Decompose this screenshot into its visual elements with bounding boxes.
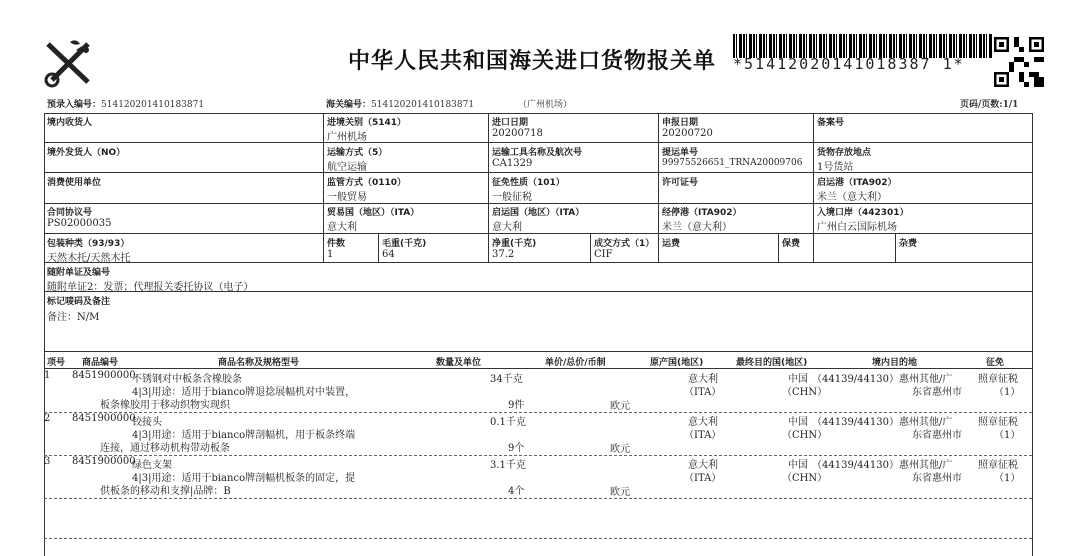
row-dest: （44139/44130）惠州其他/广 (812, 460, 953, 471)
license-label: 许可证号 (662, 178, 699, 188)
row-currency: 欧元 (610, 487, 630, 498)
declare-date-value: 20200720 (662, 128, 713, 139)
trade-country-label: 贸易国（地区）（ITA） (327, 208, 420, 218)
row-spec-cont: 供板条的移动和支撑|品牌：B (100, 486, 231, 497)
row-qty-unit: 9件 (508, 400, 525, 411)
entry-label: 入境口岸（442301） (817, 208, 909, 218)
tax-label: 征免性质（101） (492, 178, 565, 188)
package-label: 包装种类（93/93） (47, 239, 130, 249)
row-levy-code: （1） (994, 473, 1021, 484)
row-spec: 4|3|用途：适用于bianco牌剖幅机，用于板条终端 (132, 430, 356, 441)
row-no: 3 (44, 456, 51, 467)
row-currency: 欧元 (610, 401, 630, 412)
row-name: 绿色支架 (132, 460, 172, 471)
package-value: 天然木托/天然木托 (47, 253, 131, 264)
row-origin: 意大利 (688, 374, 718, 385)
col-price-header: 单价/总价/币制 (545, 358, 606, 368)
consignee-label: 境内收货人 (47, 118, 93, 128)
pieces-value: 1 (327, 249, 334, 260)
row-final: 中国 (788, 374, 808, 385)
entry-value: 广州白云国际机场 (817, 222, 897, 233)
port-note: （广州机场） (518, 100, 573, 110)
row-qty-unit: 9个 (508, 443, 525, 454)
supervision-value: 一般贸易 (327, 192, 367, 203)
origin-country-label: 启运国（地区）（ITA） (492, 208, 585, 218)
customs-emblem-icon (40, 36, 96, 88)
row-spec: 4|3|用途：适用于bianco牌剖幅机板条的固定，提 (132, 473, 356, 484)
vehicle-value: CA1329 (492, 158, 533, 169)
row-final: 中国 (788, 460, 808, 471)
vehicle-label: 运输工具名称及航次号 (492, 148, 583, 158)
docs-value: 随附单证2：发票；代理报关委托协议（电子） (47, 282, 254, 293)
row-levy: 照章征税 (978, 374, 1018, 385)
entry-port-value: 广州机场 (327, 132, 367, 143)
row-final-code: （CHN） (782, 387, 828, 398)
supervision-label: 监管方式（0110） (327, 178, 407, 188)
customs-no-label: 海关编号： (326, 100, 372, 110)
row-dest-cont: 东省惠州市 (912, 430, 962, 441)
declare-date-label: 申报日期 (662, 118, 699, 128)
marks-value: 备注：N/M (47, 312, 100, 323)
pieces-label: 件数 (327, 239, 346, 249)
col-no-header: 项号 (47, 358, 66, 368)
col-final-header: 最终目的国(地区) (736, 358, 808, 368)
row-name: 铰接头 (132, 417, 162, 428)
origin-country-value: 意大利 (492, 222, 522, 233)
row-currency: 欧元 (610, 444, 630, 455)
preentry-number: 514120201410183871 (101, 100, 205, 110)
row-spec: 4|3|用途：适用于bianco牌退捻展幅机对中装置， (132, 387, 356, 398)
trade-country-value: 意大利 (327, 222, 357, 233)
departure-value: 米兰（意大利） (817, 192, 887, 203)
preentry-label: 预录入编号： (47, 100, 102, 110)
deal-mode-label: 成交方式（1） (594, 239, 655, 249)
row-final: 中国 (788, 417, 808, 428)
deal-mode-value: CIF (594, 249, 613, 260)
transit-value: 米兰（意大利） (662, 222, 732, 233)
row-qty: 34千克 (490, 374, 523, 385)
row-no: 2 (44, 413, 51, 424)
row-spec-cont: 连接，通过移动机构带动板条 (100, 443, 230, 454)
page-number: 页码/页数:1/1 (960, 100, 1019, 110)
row-levy-code: （1） (994, 387, 1021, 398)
departure-label: 启运港（ITA902） (817, 178, 897, 188)
shipper-label: 境外发货人（NO） (47, 148, 126, 158)
customs-number: 514120201410183871 (371, 100, 475, 110)
row-origin-code: （ITA） (684, 387, 722, 398)
row-code: 8451900000 (72, 413, 136, 424)
tax-value: 一般征税 (492, 192, 532, 203)
row-origin-code: （ITA） (684, 473, 722, 484)
row-dest-cont: 东省惠州市 (912, 473, 962, 484)
row-levy-code: （1） (994, 430, 1021, 441)
col-qty-header: 数量及单位 (436, 358, 482, 368)
table-row (44, 370, 1032, 412)
freight-label: 运费 (662, 239, 681, 249)
gross-weight-label: 毛重(千克) (382, 239, 427, 249)
docs-label: 随附单证及编号 (47, 268, 111, 278)
insurance-label: 保费 (782, 239, 801, 249)
table-row (44, 413, 1032, 455)
row-origin: 意大利 (688, 417, 718, 428)
contract-value: PS02000035 (47, 218, 112, 229)
consumer-label: 消费使用单位 (47, 178, 102, 188)
import-date-label: 进口日期 (492, 118, 529, 128)
row-code: 8451900000 (72, 456, 136, 467)
import-date-value: 20200718 (492, 128, 543, 139)
contract-label: 合同协议号 (47, 208, 93, 218)
col-code-header: 商品编号 (82, 358, 119, 368)
row-levy: 照章征税 (978, 417, 1018, 428)
row-qty: 0.1千克 (490, 417, 526, 428)
storage-label: 货物存放地点 (817, 148, 872, 158)
col-name-header: 商品名称及规格型号 (218, 358, 300, 368)
row-dest-cont: 东省惠州市 (912, 387, 962, 398)
record-no-label: 备案号 (817, 118, 845, 128)
col-domestic-header: 境内目的地 (872, 358, 918, 368)
row-levy: 照章征税 (978, 460, 1018, 471)
row-qty-unit: 4个 (508, 486, 525, 497)
row-final-code: （CHN） (782, 430, 828, 441)
row-spec-cont: 板条橡胶用于移动织物实现织 (100, 400, 230, 411)
gross-weight-value: 64 (382, 249, 395, 260)
row-dest: （44139/44130）惠州其他/广 (812, 374, 953, 385)
row-dest: （44139/44130）惠州其他/广 (812, 417, 953, 428)
transit-label: 经停港（ITA902） (662, 208, 742, 218)
misc-fee-label: 杂费 (899, 239, 918, 249)
row-code: 8451900000 (72, 370, 136, 381)
barcode-text: *51412020141018387 1* (733, 55, 965, 73)
col-levy-header: 征免 (986, 358, 1005, 368)
row-final-code: （CHN） (782, 473, 828, 484)
bl-label: 提运单号 (662, 148, 699, 158)
col-origin-header: 原产国(地区) (650, 358, 704, 368)
storage-value: 1号货站 (817, 162, 854, 173)
row-origin: 意大利 (688, 460, 718, 471)
row-name: 不锈钢对中板条含橡胶条 (132, 374, 242, 385)
transport-mode-value: 航空运输 (327, 162, 367, 173)
bl-value: 99975526651_TRNA20009706 (662, 158, 803, 168)
qr-code-icon (994, 37, 1044, 87)
row-no: 1 (44, 370, 51, 381)
entry-port-label: 进境关别（5141） (327, 118, 407, 128)
document-title: 中华人民共和国海关进口货物报关单 (348, 49, 717, 74)
row-qty: 3.1千克 (490, 460, 526, 471)
row-origin-code: （ITA） (684, 430, 722, 441)
net-weight-label: 净重(千克) (492, 239, 537, 249)
marks-label: 标记唛码及备注 (47, 297, 111, 307)
net-weight-value: 37.2 (492, 249, 515, 260)
transport-mode-label: 运输方式（5） (327, 148, 388, 158)
table-row (44, 456, 1032, 498)
